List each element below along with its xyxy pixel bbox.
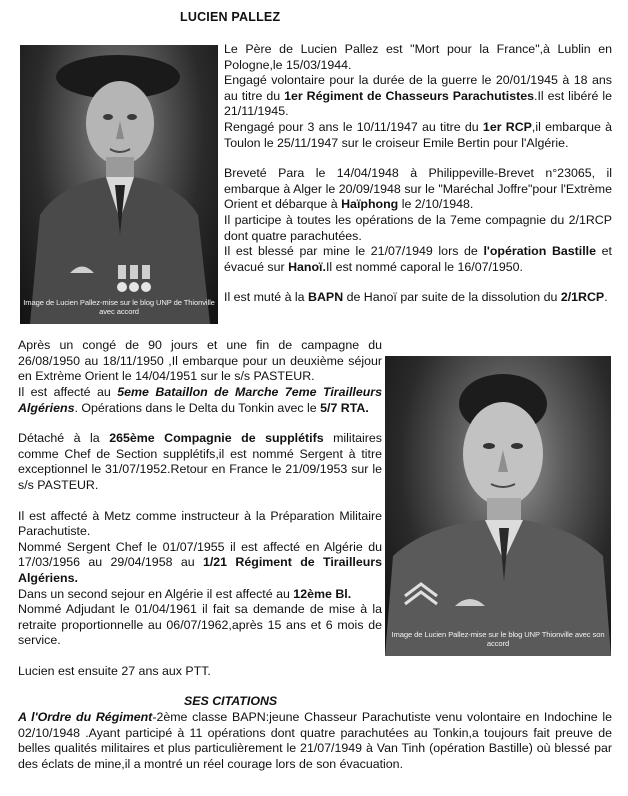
citations-heading: SES CITATIONS bbox=[184, 694, 278, 708]
bio-paragraph: Le Père de Lucien Pallez est "Mort pour la France",à Lublin en Pologne,le 15/03/1944. bbox=[224, 42, 612, 72]
biography-section-2 bbox=[18, 338, 612, 385]
bio-paragraph: Il est blessé par mine le 21/07/1949 lors de l'opération Bastille et évacué sur Hanoï.Il est nommé caporal le 16/07/1950. bbox=[224, 244, 613, 274]
bio-paragraph: Détaché à la 265ème Compagnie de supplétifs militaires comme Chef de Section supplétifs,il est nommé Sergent à titre exceptionnel le 31/07/1952.Retour en France le 21/09/1953 sur le s/s PASTEUR. bbox=[18, 431, 382, 492]
bio-paragraph: Il est muté à la BAPN de Hanoï par suite de la dissolution du 2/1RCP. bbox=[224, 290, 608, 305]
citations-section bbox=[18, 710, 612, 772]
citation-paragraph: A l'Ordre du Régiment-2ème classe BAPN:jeune Chasseur Parachutiste venu volontaire en Indochine le 02/10/1948 .Ayant participé à 11 opérations dont quatre parachutées au Tonkin,a toujours fait preuve de belles qualités militaires et plus particulièrement le 21/07/1949 à Van Tinh (opération Bastille) où blessé par des éclats de mine,il a montré un réel courage lors de son évacuation. bbox=[18, 710, 612, 771]
portrait-illustration bbox=[20, 45, 218, 324]
biography-section-1 bbox=[224, 42, 612, 306]
portrait-photo-beret bbox=[20, 45, 218, 324]
bio-paragraph: Dans un second sejour en Algérie il est affecté au 12ème Bl. bbox=[18, 586, 352, 601]
bio-paragraph: Rengagé pour 3 ans le 10/11/1947 au titre du 1er RCP,il embarque à Toulon le 25/11/1947 sur le croiseur Emile Bertin pour l'Algérie. bbox=[224, 119, 612, 150]
bio-paragraph: Engagé volontaire pour la durée de la guerre le 20/01/1945 à 18 ans au titre du 1er Régiment de Chasseurs Parachutistes.Il est libéré le 21/11/1945. bbox=[224, 73, 612, 119]
bio-paragraph: Il est affecté au 5eme Bataillon de Marche 7eme Tirailleurs Algériens. Opérations dans le Delta du Tonkin avec le 5/7 RTA. bbox=[18, 385, 383, 415]
bio-paragraph: Breveté Para le 14/04/1948 à Philippeville-Brevet n°23065, il embarque à Alger le 20/09/1948 sur le "Maréchal Joffre"pour l'Extrème Orient et débarque à Haïphong le 2/10/1948. bbox=[224, 166, 612, 212]
portrait-photo-uniform bbox=[385, 356, 611, 656]
bio-paragraph: Il est affecté à Metz comme instructeur à la Préparation Militaire Parachutiste. bbox=[18, 508, 382, 539]
photo-caption: Image de Lucien Pallez-mise sur le blog UNP de Thionville avec accord bbox=[23, 298, 215, 316]
bio-paragraph: Lucien est ensuite 27 ans aux PTT. bbox=[18, 664, 211, 678]
bio-paragraph: Nommé Adjudant le 01/04/1961 il fait sa demande de mise à la retraite proportionnelle au 06/07/1962,après 15 ans et 6 mois de service. bbox=[18, 602, 382, 648]
portrait-illustration bbox=[385, 356, 611, 656]
biography-section-3 bbox=[18, 385, 382, 649]
page-title: LUCIEN PALLEZ bbox=[180, 10, 281, 24]
bio-paragraph: Nommé Sergent Chef le 01/07/1955 il est affecté en Algérie du 17/03/1956 au 29/04/1958 au 1/21 Régiment de Tirailleurs Algériens. bbox=[18, 539, 382, 585]
photo-caption: Image de Lucien Pallez-mise sur le blog UNP Thionville avec son accord bbox=[391, 630, 605, 648]
bio-paragraph: Après un congé de 90 jours et une fin de campagne du 26/08/1950 au 18/11/1950 ,Il embarque pour un deuxième séjour en Extrème Orient le 14/04/1951 sur le s/s PASTEUR. bbox=[18, 338, 382, 384]
biography-section-4 bbox=[18, 664, 612, 680]
bio-paragraph: Il participe à toutes les opérations de la 7eme compagnie du 2/1RCP dont quatre parachutées. bbox=[224, 212, 612, 243]
